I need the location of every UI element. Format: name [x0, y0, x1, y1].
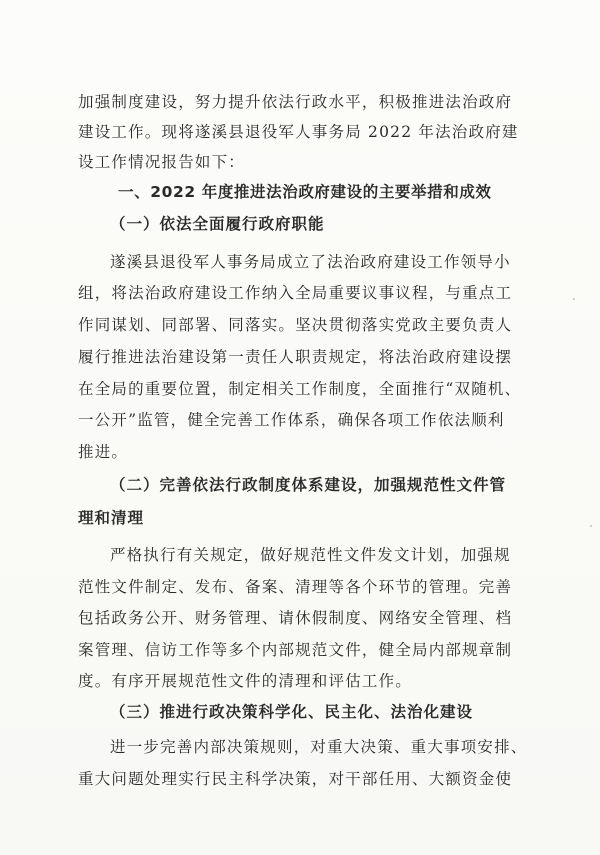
- section-heading: 一、2022 年度推进法治政府建设的主要举措和成效: [118, 183, 492, 201]
- body-text-line: 在全局的重要位置，制定相关工作制度，全面推行“双随机、: [78, 380, 522, 398]
- subsection-heading-continuation: 理和清理: [78, 508, 145, 527]
- body-text-line: 范性文件制定、发布、备案、清理等各个环节的管理。完善: [78, 578, 513, 596]
- body-text-line: 设工作情况报告如下：: [78, 153, 246, 171]
- body-text-line: 严格执行有关规定，做好规范性文件发文计划，加强规: [110, 546, 511, 564]
- body-text-line: 作同谋划、同部署、同落实。坚决贯彻落实党政主要负责人: [78, 316, 513, 334]
- body-text-line: 履行推进法治建设第一责任人职责规定，将法治政府建设摆: [78, 348, 513, 366]
- body-text-line: 组，将法治政府建设工作纳入全局重要议事议程，与重点工: [78, 284, 513, 302]
- body-text-line: 推进。: [78, 443, 129, 461]
- body-text-line: 度。有序开展规范性文件的清理和评估工作。: [78, 672, 413, 690]
- subsection-heading: （二）完善依法行政制度体系建设，加强规范性文件管: [110, 475, 507, 494]
- body-text-line: 包括政务公开、财务管理、请休假制度、网络安全管理、档: [78, 609, 513, 627]
- scan-speck: [590, 525, 592, 527]
- body-text-line: 建设工作。现将遂溪县退役军人事务局 2022 年法治政府建: [78, 123, 519, 141]
- body-text-line: 加强制度建设，努力提升依法行政水平，积极推进法治政府: [78, 93, 513, 111]
- body-text-line: 遂溪县退役军人事务局成立了法治政府建设工作领导小: [110, 253, 511, 271]
- scan-speck: [573, 298, 575, 300]
- body-text-line: 重大问题处理实行民主科学决策，对干部任用、大额资金使: [78, 770, 513, 788]
- body-text-line: 一公开”监管，健全完善工作体系，确保各项工作依法顺利: [78, 411, 505, 429]
- body-text-line: 案管理、信访工作等多个内部规范文件，健全局内部规章制: [78, 641, 513, 659]
- body-text-line: 进一步完善内部决策规则，对重大决策、重大事项安排、: [110, 738, 528, 756]
- subsection-heading: （三）推进行政决策科学化、民主化、法治化建设: [110, 702, 474, 721]
- subsection-heading: （一）依法全面履行政府职能: [110, 214, 325, 233]
